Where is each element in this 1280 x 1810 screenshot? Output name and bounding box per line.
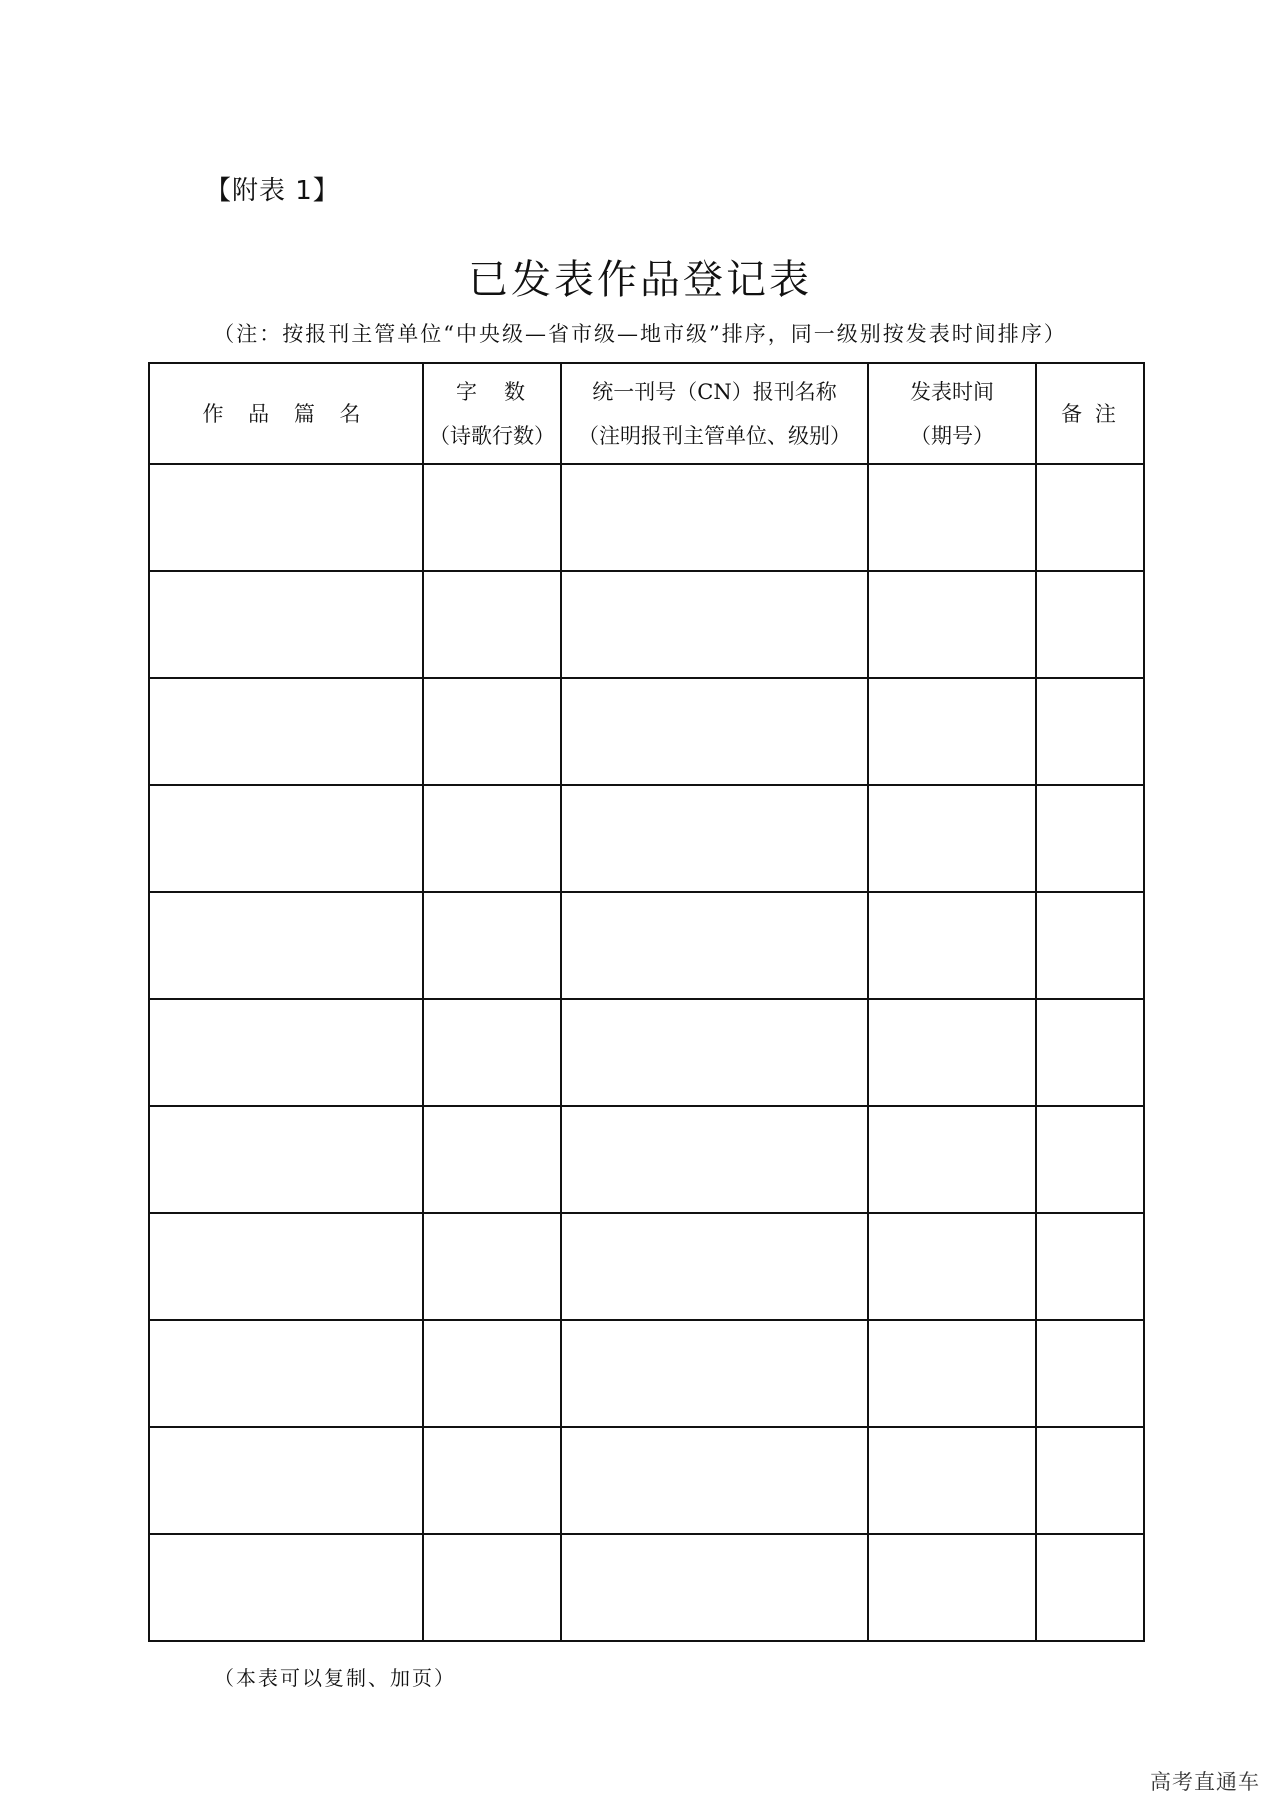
header-work-title-label: 作 品 篇 名 (202, 401, 370, 426)
table-cell[interactable] (868, 1106, 1036, 1213)
table-cell[interactable] (149, 678, 423, 785)
table-cell[interactable] (561, 1534, 868, 1641)
table-row (149, 892, 1144, 999)
table-cell[interactable] (561, 1106, 868, 1213)
table-cell[interactable] (1036, 1427, 1144, 1534)
header-remarks (1036, 363, 1144, 464)
header-publication-sub: （注明报刊主管单位、级别） (578, 423, 851, 448)
table-cell[interactable] (561, 785, 868, 892)
table-cell[interactable] (868, 571, 1036, 678)
table-cell[interactable] (149, 892, 423, 999)
table-row (149, 785, 1144, 892)
table-row (149, 1320, 1144, 1427)
table-row (149, 1106, 1144, 1213)
table-cell[interactable] (1036, 464, 1144, 571)
table-cell[interactable] (423, 464, 561, 571)
table-cell[interactable] (1036, 999, 1144, 1106)
appendix-label: 【附表 1】 (205, 176, 340, 206)
header-publication (561, 363, 868, 464)
table-cell[interactable] (868, 678, 1036, 785)
table-cell[interactable] (1036, 785, 1144, 892)
table-row (149, 1534, 1144, 1641)
table-cell[interactable] (561, 464, 868, 571)
header-remarks-label: 备 注 (1061, 401, 1119, 426)
table-cell[interactable] (868, 1320, 1036, 1427)
table-cell[interactable] (561, 1213, 868, 1320)
table-row (149, 464, 1144, 571)
table-cell[interactable] (149, 464, 423, 571)
table-cell[interactable] (868, 1213, 1036, 1320)
table-cell[interactable] (423, 785, 561, 892)
table-cell[interactable] (561, 999, 868, 1106)
table-cell[interactable] (149, 571, 423, 678)
header-word-count (423, 363, 561, 464)
table-cell[interactable] (423, 678, 561, 785)
document-title: 已发表作品登记表 (468, 257, 812, 303)
table-cell[interactable] (868, 464, 1036, 571)
table-cell[interactable] (868, 999, 1036, 1106)
table-cell[interactable] (149, 1427, 423, 1534)
table-header-row (149, 363, 1144, 464)
table-cell[interactable] (149, 1534, 423, 1641)
table-cell[interactable] (868, 892, 1036, 999)
table-cell[interactable] (1036, 1106, 1144, 1213)
table-cell[interactable] (423, 1106, 561, 1213)
table-row (149, 678, 1144, 785)
table-cell[interactable] (1036, 678, 1144, 785)
table-cell[interactable] (423, 1213, 561, 1320)
table-cell[interactable] (561, 892, 868, 999)
table-row (149, 571, 1144, 678)
sorting-note: （注：按报刊主管单位“中央级—省市级—地市级”排序，同一级别按发表时间排序） (213, 322, 1067, 346)
table-cell[interactable] (561, 1427, 868, 1534)
header-publication-label: 统一刊号（CN）报刊名称 (592, 379, 837, 404)
table-cell[interactable] (149, 1320, 423, 1427)
table-cell[interactable] (1036, 1534, 1144, 1641)
header-word-count-label: 字 数 (456, 379, 528, 404)
footnote: （本表可以复制、加页） (214, 1666, 456, 1690)
header-publish-date (868, 363, 1036, 464)
table-row (149, 1213, 1144, 1320)
table-cell[interactable] (1036, 892, 1144, 999)
table-cell[interactable] (423, 892, 561, 999)
table-cell[interactable] (423, 1534, 561, 1641)
table-cell[interactable] (149, 785, 423, 892)
table-cell[interactable] (1036, 1320, 1144, 1427)
table-cell[interactable] (423, 1427, 561, 1534)
table-body (149, 464, 1144, 1641)
header-word-count-sub: （诗歌行数） (429, 423, 555, 448)
table-cell[interactable] (1036, 571, 1144, 678)
header-publish-date-sub: （期号） (910, 423, 994, 448)
table-cell[interactable] (561, 1320, 868, 1427)
table-cell[interactable] (1036, 1213, 1144, 1320)
table-cell[interactable] (423, 1320, 561, 1427)
table-row (149, 1427, 1144, 1534)
table-row (149, 999, 1144, 1106)
header-work-title (149, 363, 423, 464)
table-cell[interactable] (868, 1534, 1036, 1641)
registration-table (148, 362, 1145, 1642)
table-cell[interactable] (423, 999, 561, 1106)
watermark: 高考直通车 (1150, 1770, 1260, 1794)
header-publish-date-label: 发表时间 (910, 379, 994, 404)
table-cell[interactable] (561, 678, 868, 785)
table-cell[interactable] (561, 571, 868, 678)
table-cell[interactable] (149, 999, 423, 1106)
table-cell[interactable] (149, 1213, 423, 1320)
table-cell[interactable] (423, 571, 561, 678)
table-cell[interactable] (868, 785, 1036, 892)
table-cell[interactable] (868, 1427, 1036, 1534)
table-cell[interactable] (149, 1106, 423, 1213)
